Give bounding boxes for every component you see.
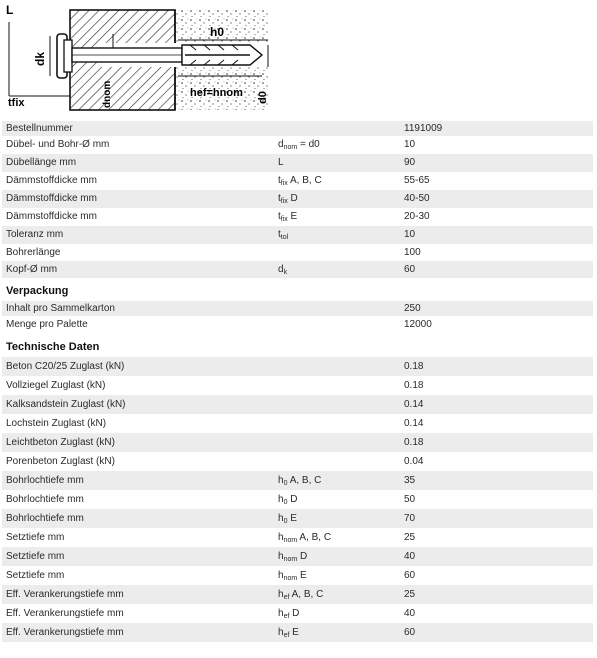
symbol-base: h (278, 551, 284, 562)
symbol-base: h (278, 494, 284, 505)
row-label: Porenbeton Zuglast (kN) (6, 456, 115, 467)
label-dnom: dnom (102, 80, 113, 108)
table-row (2, 623, 593, 642)
row-value: 25 (404, 532, 416, 543)
row-symbol (278, 609, 299, 620)
row-value: 250 (404, 303, 421, 314)
row-value: 90 (404, 157, 416, 168)
row-symbol (278, 495, 297, 506)
table-row (2, 547, 593, 566)
row-symbol (278, 158, 284, 169)
row-value: 60 (404, 264, 416, 275)
row-value: 60 (404, 627, 416, 638)
row-label: Kopf-Ø mm (6, 264, 58, 275)
row-label: Eff. Verankerungstiefe mm (6, 589, 124, 600)
symbol-base: h (278, 589, 284, 600)
symbol-suffix: D (287, 193, 298, 204)
symbol-base: t (278, 175, 281, 186)
row-label: Setztiefe mm (6, 532, 65, 543)
table-row (2, 604, 593, 623)
table-row (2, 154, 593, 172)
row-symbol (278, 212, 297, 223)
row-label: Inhalt pro Sammelkarton (6, 303, 115, 314)
row-value: 0.18 (404, 380, 424, 391)
table-row (2, 471, 593, 490)
symbol-suffix: A, B, C (287, 475, 322, 486)
row-symbol (278, 590, 323, 601)
specification-table (2, 121, 593, 642)
symbol-base: d (278, 139, 284, 150)
symbol-suffix: A, B, C (287, 175, 322, 186)
row-value: 1191009 (404, 123, 443, 134)
section-heading: Technische Daten (6, 341, 100, 353)
dowel-head (57, 34, 72, 78)
row-value: 50 (404, 494, 416, 505)
row-value: 60 (404, 570, 416, 581)
table-row (2, 261, 593, 278)
symbol-base: t (278, 193, 281, 204)
symbol-suffix: D (289, 608, 300, 619)
symbol-subscript: nom (283, 537, 298, 544)
symbol-base: h (278, 570, 284, 581)
row-label: Eff. Verankerungstiefe mm (6, 608, 124, 619)
symbol-base: t (278, 229, 281, 240)
symbol-subscript: fix (280, 216, 288, 223)
table-row (2, 136, 593, 154)
symbol-subscript: ef (283, 613, 290, 620)
row-value: 70 (404, 513, 416, 524)
symbol-suffix: D (297, 551, 308, 562)
row-value: 10 (404, 139, 416, 150)
row-value: 100 (404, 247, 421, 258)
label-dk: dk (33, 51, 47, 66)
row-label: Beton C20/25 Zuglast (kN) (6, 361, 125, 372)
symbol-subscript: nom (283, 556, 298, 563)
row-value: 0.18 (404, 361, 424, 372)
row-label: Bohrlochtiefe mm (6, 513, 84, 524)
table-row (2, 452, 593, 471)
symbol-subscript: ef (283, 632, 290, 639)
label-h0: h0 (210, 25, 225, 39)
symbol-base: h (278, 627, 284, 638)
table-row (2, 226, 593, 244)
symbol-subscript: 0 (283, 518, 288, 525)
symbol-subscript: 0 (283, 480, 288, 487)
row-label: Kalksandstein Zuglast (kN) (6, 399, 126, 410)
row-value: 0.18 (404, 437, 424, 448)
table-row (2, 208, 593, 226)
row-label: Toleranz mm (6, 229, 64, 240)
table-row (2, 376, 593, 395)
row-label: Eff. Verankerungstiefe mm (6, 627, 124, 638)
symbol-base: h (278, 608, 284, 619)
row-value: 0.14 (404, 418, 424, 429)
table-row (2, 172, 593, 190)
row-value: 10 (404, 229, 416, 240)
table-row (2, 414, 593, 433)
row-symbol (278, 628, 299, 639)
row-label: Setztiefe mm (6, 570, 65, 581)
symbol-subscript: ef (283, 594, 290, 601)
table-row (2, 509, 593, 528)
row-value: 0.04 (404, 456, 424, 467)
symbol-subscript: fix (280, 180, 288, 187)
symbol-base: d (278, 264, 284, 275)
row-label: Dämmstoffdicke mm (6, 211, 97, 222)
symbol-base: h (278, 532, 284, 543)
symbol-suffix: D (287, 494, 298, 505)
row-symbol (278, 533, 331, 544)
symbol-subscript: tol (280, 234, 289, 241)
dowel-shaft (72, 45, 262, 65)
row-symbol (278, 476, 321, 487)
symbol-base: h (278, 513, 284, 524)
symbol-subscript: nom (283, 575, 298, 582)
row-symbol (278, 140, 320, 151)
table-row (2, 244, 593, 261)
row-label: Dämmstoffdicke mm (6, 175, 97, 186)
table-row (2, 190, 593, 208)
symbol-subscript: nom (283, 144, 298, 151)
row-value: 25 (404, 589, 416, 600)
table-row (2, 357, 593, 376)
row-value: 40-50 (404, 193, 430, 204)
row-symbol (278, 552, 307, 563)
table-row (2, 316, 593, 333)
symbol-subscript: 0 (283, 499, 288, 506)
table-row (2, 433, 593, 452)
row-label: Bohrerlänge (6, 247, 61, 258)
row-value: 20-30 (404, 211, 430, 222)
row-label: Bestellnummer (6, 123, 73, 134)
row-label: Dübel- und Bohr-Ø mm (6, 139, 110, 150)
table-row (2, 395, 593, 414)
symbol-suffix: E (287, 513, 297, 524)
row-value: 40 (404, 608, 416, 619)
row-value: 55-65 (404, 175, 430, 186)
symbol-subscript: k (283, 269, 288, 276)
symbol-suffix: E (289, 627, 299, 638)
row-symbol (278, 176, 322, 187)
symbol-suffix: A, B, C (289, 589, 324, 600)
row-value: 12000 (404, 319, 432, 330)
table-row (2, 585, 593, 604)
symbol-suffix: E (287, 211, 298, 222)
row-symbol (278, 571, 307, 582)
section-heading: Verpackung (6, 285, 69, 297)
label-tfix: tfix (8, 97, 25, 109)
row-label: Dämmstoffdicke mm (6, 193, 97, 204)
row-symbol (278, 194, 298, 205)
table-row (2, 301, 593, 316)
table-row (2, 528, 593, 547)
label-L: L (6, 3, 14, 17)
row-value: 0.14 (404, 399, 424, 410)
dowel-dimension-diagram (0, 0, 290, 118)
label-d0: d0 (257, 91, 269, 104)
row-symbol (278, 514, 297, 525)
symbol-base: h (278, 475, 284, 486)
symbol-suffix: = d0 (297, 139, 320, 150)
row-label: Bohrlochtiefe mm (6, 475, 84, 486)
table-row (2, 566, 593, 585)
row-label: Vollziegel Zuglast (kN) (6, 380, 106, 391)
table-row (2, 121, 593, 136)
row-symbol (278, 265, 287, 276)
symbol-suffix: A, B, C (297, 532, 332, 543)
row-label: Lochstein Zuglast (kN) (6, 418, 107, 429)
table-row (2, 490, 593, 509)
symbol-base: L (278, 157, 284, 168)
row-label: Setztiefe mm (6, 551, 65, 562)
symbol-base: t (278, 211, 281, 222)
symbol-subscript: fix (280, 198, 288, 205)
row-label: Leichtbeton Zuglast (kN) (6, 437, 115, 448)
row-symbol (278, 230, 288, 241)
symbol-suffix: E (297, 570, 307, 581)
label-hef-hnom: hef=hnom (190, 87, 243, 99)
row-value: 40 (404, 551, 416, 562)
row-value: 35 (404, 475, 416, 486)
row-label: Dübellänge mm (6, 157, 77, 168)
row-label: Menge pro Palette (6, 319, 88, 330)
row-label: Bohrlochtiefe mm (6, 494, 84, 505)
